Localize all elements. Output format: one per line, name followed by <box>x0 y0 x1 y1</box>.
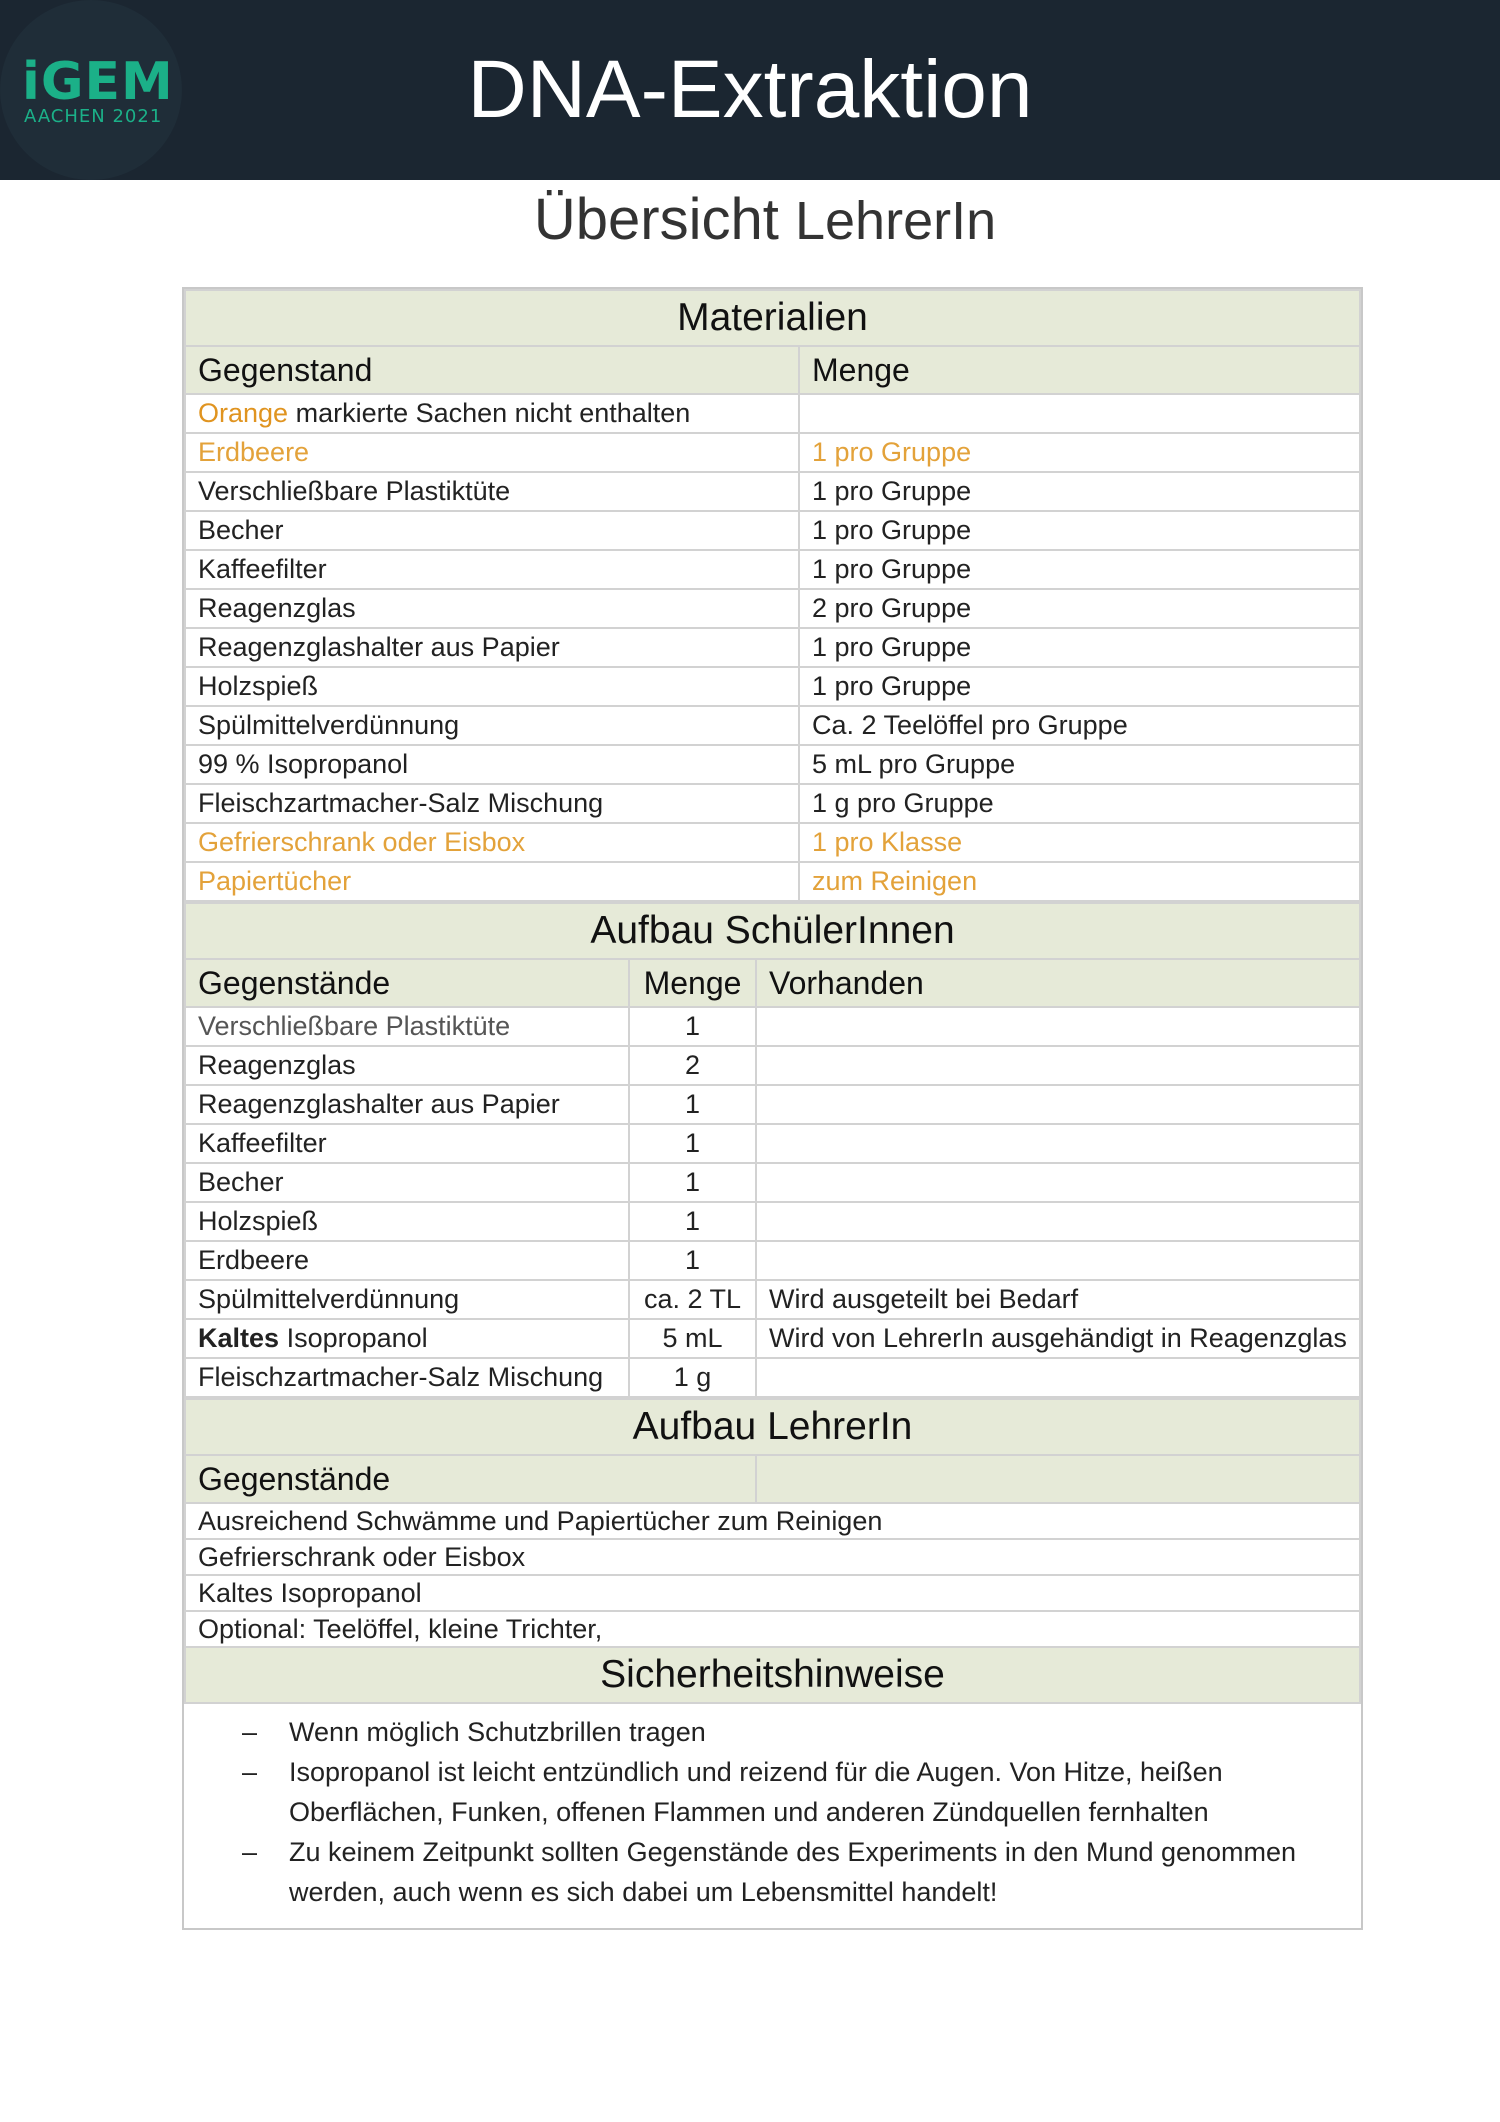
item-cell: Becher <box>185 511 799 550</box>
item-cell: Spülmittelverdünnung <box>185 706 799 745</box>
materialien-table <box>184 289 1361 902</box>
list-item <box>185 1575 1360 1611</box>
lehrer-item: Kaltes Isopropanol <box>185 1575 1360 1611</box>
table-row <box>185 1202 1360 1241</box>
lehrer-item: Ausreichend Schwämme und Papiertücher zum Reinigen <box>185 1503 1360 1539</box>
amount-cell: 1 <box>629 1241 756 1280</box>
legend-empty <box>799 394 1360 433</box>
available-cell <box>756 1202 1360 1241</box>
table-row <box>185 745 1360 784</box>
materialien-title: Materialien <box>185 290 1360 346</box>
item-cell: Reagenzglas <box>185 589 799 628</box>
amount-cell: Ca. 2 Teelöffel pro Gruppe <box>799 706 1360 745</box>
subtitle-part2: LehrerIn <box>794 191 997 251</box>
available-cell <box>756 1085 1360 1124</box>
item-cell: 99 % Isopropanol <box>185 745 799 784</box>
safety-text: Wenn möglich Schutzbrillen tragen <box>289 1717 706 1747</box>
legend-note <box>185 394 799 433</box>
header-empty <box>756 1455 1360 1503</box>
table-row <box>185 1046 1360 1085</box>
item-cell: Holzspieß <box>185 667 799 706</box>
item-cell: Reagenzglas <box>185 1046 629 1085</box>
amount-cell: 1 <box>629 1202 756 1241</box>
page-subtitle <box>0 186 1500 253</box>
sicherheit-title: Sicherheitshinweise <box>185 1647 1360 1703</box>
aufbau-lehrer-table <box>184 1398 1361 1704</box>
safety-item <box>184 1752 1361 1832</box>
amount-cell: 5 mL pro Gruppe <box>799 745 1360 784</box>
item-cell <box>185 1319 629 1358</box>
item-cell: Spülmittelverdünnung <box>185 1280 629 1319</box>
amount-cell: 1 <box>629 1124 756 1163</box>
header-gegenstand: Gegenstand <box>185 346 799 394</box>
amount-cell: zum Reinigen <box>799 862 1360 901</box>
item-cell: Erdbeere <box>185 433 799 472</box>
safety-item <box>184 1712 1361 1752</box>
list-item <box>185 1611 1360 1647</box>
lehrer-item: Optional: Teelöffel, kleine Trichter, <box>185 1611 1360 1647</box>
lehrer-item: Gefrierschrank oder Eisbox <box>185 1539 1360 1575</box>
amount-cell: 1 pro Gruppe <box>799 628 1360 667</box>
header-menge: Menge <box>629 959 756 1007</box>
content-table <box>182 287 1363 1930</box>
amount-cell: 2 <box>629 1046 756 1085</box>
amount-cell: 5 mL <box>629 1319 756 1358</box>
table-row <box>185 1007 1360 1046</box>
table-row <box>185 1319 1360 1358</box>
aufbau-schueler-title: Aufbau SchülerInnen <box>185 903 1360 959</box>
item-cell: Fleischzartmacher-Salz Mischung <box>185 1358 629 1397</box>
amount-cell: 1 pro Gruppe <box>799 433 1360 472</box>
table-row <box>185 706 1360 745</box>
legend-text: markierte Sachen nicht enthalten <box>295 398 691 428</box>
amount-cell: 1 <box>629 1085 756 1124</box>
table-row <box>185 433 1360 472</box>
aufbau-schueler-table <box>184 902 1361 1398</box>
table-row <box>185 472 1360 511</box>
item-rest: Isopropanol <box>286 1323 428 1353</box>
item-cell: Verschließbare Plastiktüte <box>185 1007 629 1046</box>
item-cell: Fleischzartmacher-Salz Mischung <box>185 784 799 823</box>
item-bold: Kaltes <box>198 1323 280 1353</box>
available-cell <box>756 1163 1360 1202</box>
dash-bullet: – <box>242 1757 258 1787</box>
header-bar <box>0 0 1500 180</box>
safety-text: Zu keinem Zeitpunkt sollten Gegenstände des Experiments in den Mund genommen werden, auch wenn es sich dabei um Lebensmittel handelt! <box>289 1837 1297 1907</box>
table-row <box>185 1085 1360 1124</box>
safety-text: Isopropanol ist leicht entzündlich und reizend für die Augen. Von Hitze, heißen Oberflächen, Funken, offenen Flammen und anderen Zündquellen fernhalten <box>289 1757 1223 1827</box>
table-row <box>185 784 1360 823</box>
item-cell: Erdbeere <box>185 1241 629 1280</box>
header-gegenstaende: Gegenstände <box>185 1455 756 1503</box>
item-cell: Reagenzglashalter aus Papier <box>185 628 799 667</box>
safety-list <box>184 1704 1361 1928</box>
available-cell: Wird von LehrerIn ausgehändigt in Reagenzglas <box>756 1319 1360 1358</box>
amount-cell: 1 pro Klasse <box>799 823 1360 862</box>
available-cell: Wird ausgeteilt bei Bedarf <box>756 1280 1360 1319</box>
table-row <box>185 589 1360 628</box>
header-menge: Menge <box>799 346 1360 394</box>
document-title: DNA-Extraktion <box>467 44 1033 135</box>
amount-cell: 1 pro Gruppe <box>799 550 1360 589</box>
item-cell: Kaffeefilter <box>185 1124 629 1163</box>
available-cell <box>756 1124 1360 1163</box>
table-row <box>185 1280 1360 1319</box>
table-row <box>185 550 1360 589</box>
header-vorhanden: Vorhanden <box>756 959 1360 1007</box>
logo-wordmark: iGEM <box>22 52 174 112</box>
legend-row <box>185 394 1360 433</box>
item-cell: Papiertücher <box>185 862 799 901</box>
table-row <box>185 667 1360 706</box>
dash-bullet: – <box>242 1717 258 1747</box>
amount-cell: 1 pro Gruppe <box>799 472 1360 511</box>
item-cell: Reagenzglashalter aus Papier <box>185 1085 629 1124</box>
amount-cell: 1 pro Gruppe <box>799 667 1360 706</box>
list-item <box>185 1503 1360 1539</box>
table-row <box>185 511 1360 550</box>
logo-subtitle: AACHEN 2021 <box>24 106 163 127</box>
table-row <box>185 823 1360 862</box>
amount-cell: 1 <box>629 1007 756 1046</box>
table-row <box>185 1358 1360 1397</box>
item-cell: Gefrierschrank oder Eisbox <box>185 823 799 862</box>
legend-highlight: Orange <box>198 398 289 428</box>
available-cell <box>756 1241 1360 1280</box>
list-item <box>185 1539 1360 1575</box>
item-cell: Holzspieß <box>185 1202 629 1241</box>
safety-item <box>184 1832 1361 1912</box>
aufbau-lehrer-title: Aufbau LehrerIn <box>185 1399 1360 1455</box>
dash-bullet: – <box>242 1837 258 1867</box>
available-cell <box>756 1046 1360 1085</box>
amount-cell: 2 pro Gruppe <box>799 589 1360 628</box>
item-cell: Verschließbare Plastiktüte <box>185 472 799 511</box>
table-row <box>185 1241 1360 1280</box>
available-cell <box>756 1358 1360 1397</box>
amount-cell: 1 g <box>629 1358 756 1397</box>
amount-cell: 1 pro Gruppe <box>799 511 1360 550</box>
subtitle-part1: Übersicht <box>533 187 779 252</box>
amount-cell: 1 <box>629 1163 756 1202</box>
item-cell: Becher <box>185 1163 629 1202</box>
amount-cell: 1 g pro Gruppe <box>799 784 1360 823</box>
item-cell: Kaffeefilter <box>185 550 799 589</box>
available-cell <box>756 1007 1360 1046</box>
table-row <box>185 862 1360 901</box>
amount-cell: ca. 2 TL <box>629 1280 756 1319</box>
header-gegenstaende: Gegenstände <box>185 959 629 1007</box>
table-row <box>185 1163 1360 1202</box>
table-row <box>185 1124 1360 1163</box>
table-row <box>185 628 1360 667</box>
